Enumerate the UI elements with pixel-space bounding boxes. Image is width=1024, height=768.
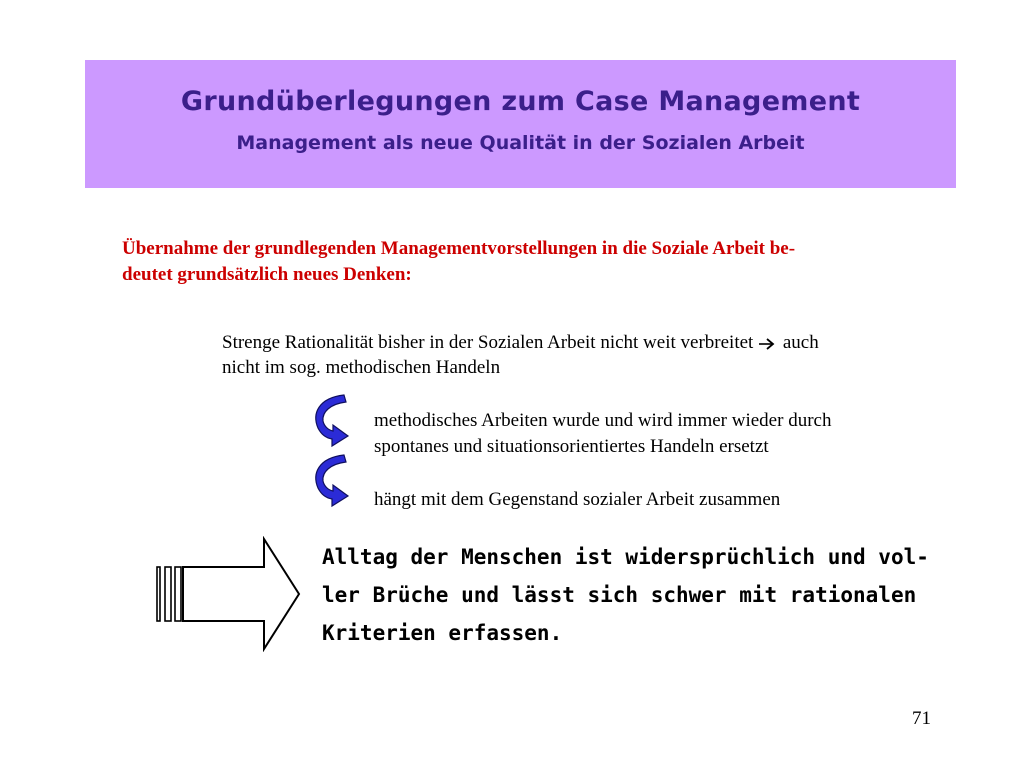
conclusion-statement — [322, 538, 952, 652]
sub-point-1-line-2: spontanes und situationsorientiertes Handeln ersetzt — [374, 436, 769, 457]
sub-point-2-line-1: hängt mit dem Gegenstand sozialer Arbeit zusammen — [374, 489, 781, 510]
sub-point-1-line-1: methodisches Arbeiten wurde und wird immer wieder durch — [374, 410, 832, 431]
conclusion-line-2: ler Brüche und lässt sich schwer mit rationalen — [322, 583, 917, 607]
slide-subtitle: Management als neue Qualität in der Sozialen Arbeit — [236, 132, 805, 154]
striped-block-arrow-icon — [152, 536, 304, 652]
main-point-line-1-text: Strenge Rationalität bisher in der Sozialen Arbeit nicht weit verbreitet — [222, 332, 759, 353]
right-arrow-icon — [758, 337, 778, 351]
main-point-line-1 — [222, 330, 962, 355]
conclusion-line-1: Alltag der Menschen ist widersprüchlich und vol- — [322, 545, 929, 569]
title-banner — [85, 60, 956, 188]
main-point-line-2: nicht im sog. methodischen Handeln — [222, 357, 501, 378]
sub-point-2 — [374, 487, 974, 513]
main-point — [222, 330, 962, 380]
curved-arrow-icon — [308, 392, 352, 448]
intro-line-1: Übernahme der grundlegenden Managementvorstellungen in die Soziale Arbeit be- — [122, 238, 796, 259]
main-point-line-1-end: auch — [778, 332, 819, 353]
conclusion-line-3: Kriterien erfassen. — [322, 621, 563, 645]
page-number: 71 — [912, 708, 931, 729]
slide-title: Grundüberlegungen zum Case Management — [180, 86, 861, 117]
intro-line-2: deutet grundsätzlich neues Denken: — [122, 264, 412, 285]
intro-statement — [122, 236, 942, 288]
curved-arrow-icon — [308, 452, 352, 508]
sub-point-1 — [374, 408, 974, 460]
